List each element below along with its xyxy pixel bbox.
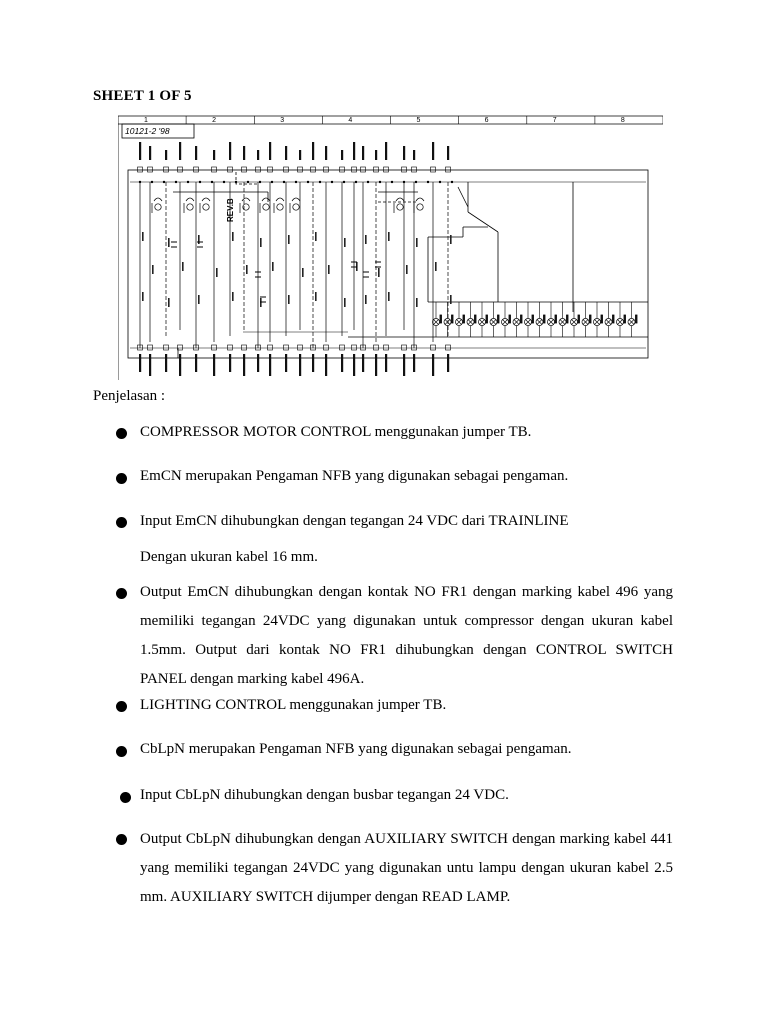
zone-number: 4 <box>348 117 353 124</box>
zone-number: 5 <box>416 117 421 124</box>
bullet-dot <box>116 428 127 439</box>
list-item-text: Output CbLpN dihubungkan dengan AUXILIARY SWITCH dengan marking kabel 441 yang memiliki tegangan 24VDC yang digunakan untu lampu dengan ukuran kabel 2.5 mm. AUXILIARY SWITCH dijumper dengan READ LAMP. <box>140 831 673 905</box>
list-item <box>140 578 673 694</box>
zone-number: 3 <box>280 117 285 124</box>
bullet-dot <box>116 473 127 484</box>
list-item-text: COMPRESSOR MOTOR CONTROL menggunakan jumper TB. <box>140 424 532 440</box>
list-item <box>140 692 673 719</box>
list-item <box>140 736 673 763</box>
bullet-dot <box>116 746 127 757</box>
bullet-dot <box>116 517 127 528</box>
list-item-text: Output EmCN dihubungkan dengan kontak NO FR1 dengan marking kabel 496 yang memiliki tegangan 24VDC yang digunakan untuk compressor dengan ukuran kabel 1.5mm. Output dari kontak NO FR1 dihubungkan dengan CONTROL SWITCH PANEL dengan marking kabel 496A. <box>140 584 673 687</box>
sheet-label: SHEET 1 OF 5 <box>93 88 192 104</box>
list-item-text: LIGHTING CONTROL menggunakan jumper TB. <box>140 697 447 713</box>
bullet-dot <box>120 792 131 803</box>
explanation-heading: Penjelasan : <box>93 388 166 404</box>
list-item <box>140 463 673 490</box>
list-item <box>140 782 673 809</box>
zone-number: 7 <box>552 117 557 124</box>
bullet-dot <box>116 588 127 599</box>
bullet-dot <box>116 834 127 845</box>
zone-number: 2 <box>212 117 217 124</box>
list-item-text: CbLpN merupakan Pengaman NFB yang digunakan sebagai pengaman. <box>140 741 572 757</box>
bullet-dot <box>116 701 127 712</box>
list-item-text: Input CbLpN dihubungkan dengan busbar tegangan 24 VDC. <box>140 787 509 803</box>
zone-number: 8 <box>620 117 625 124</box>
list-item-continuation: Dengan ukuran kabel 16 mm. <box>140 549 318 565</box>
list-item-text: EmCN merupakan Pengaman NFB yang digunakan sebagai pengaman. <box>140 468 569 484</box>
list-item-text: Input EmCN dihubungkan dengan tegangan 24 VDC dari TRAINLINE <box>140 513 569 529</box>
zone-number: 6 <box>484 117 489 124</box>
list-item <box>140 825 673 912</box>
zone-number: 1 <box>144 117 148 124</box>
wiring-schematic <box>118 112 663 380</box>
list-item <box>140 419 673 446</box>
list-item <box>140 508 673 535</box>
revision-label: REV.B <box>226 198 235 222</box>
drawing-number: 10121-2 '98 <box>125 126 170 136</box>
